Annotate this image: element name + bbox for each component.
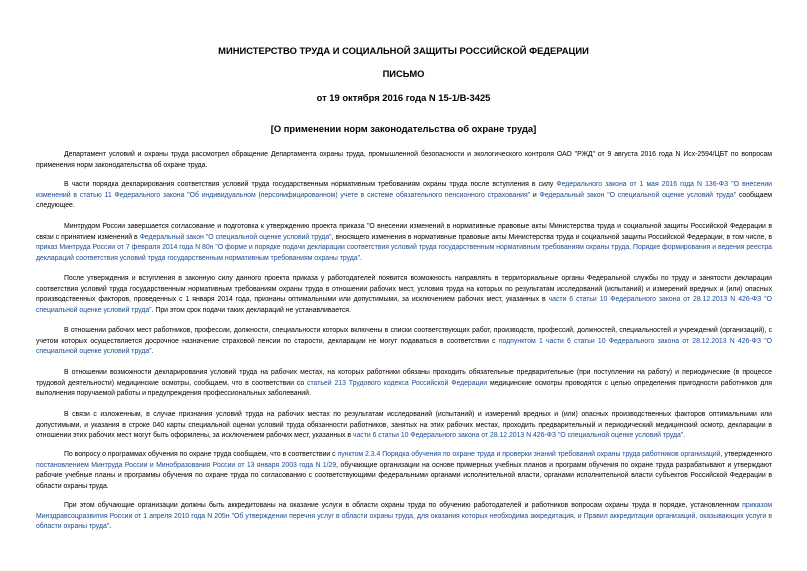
paragraph-text: . bbox=[151, 348, 154, 356]
law-426fz-part6-link[interactable]: части 6 статьи 10 Федерального закона от 28.12.2013 N 426-ФЗ "О специальной оценке условий труда" bbox=[352, 432, 684, 440]
paragraph-text: Минтрудом России завершается согласование и подготовка к утверждению проекта приказа "О внесении изменений в нормативные правовые акты Министерства труда и социальной защиты Российской Федерации в связи с принятием изменений в bbox=[36, 223, 772, 241]
document-subject: [О применении норм законодательства об охране труда] bbox=[270, 123, 537, 134]
paragraph-declaration-order bbox=[36, 180, 772, 212]
paragraph-after-approval bbox=[36, 274, 772, 316]
paragraph-text: . bbox=[683, 432, 686, 440]
labor-code-article-213-link[interactable]: статьей 213 Трудового кодекса Российской Федерации bbox=[307, 379, 488, 387]
document-date-number: от 19 октября 2016 года N 15-1/В-3425 bbox=[316, 92, 491, 103]
law-special-assessment-link[interactable]: Федеральный закон "О специальной оценке условий труда" bbox=[539, 191, 737, 199]
paragraph-text: сообщаем следующее. bbox=[36, 191, 772, 210]
paragraph-training-programs bbox=[36, 450, 772, 492]
paragraph-text: , вносящего изменения в нормативные правовые акты Министерства труда и социальной защиты Российской Федерации, в том числе, в bbox=[331, 233, 772, 241]
paragraph-text: , обучающие организации на основе примерных учебных планов и программ обучения по охране труда разрабатывают и утверждают рабочие учебные планы и программы обучения по охране труда по согласованию с соответствующими федеральными органами исполнительной власти, органами исполнительной власти субъектов Российской Федерации в области охраны труда. bbox=[36, 461, 772, 490]
paragraph-text: В части порядка декларирования соответствия условий труда государственным нормативным требованиям охраны труда после вступления в силу bbox=[64, 181, 557, 188]
paragraph-text: медицинские осмотры проводятся с целью определения пригодности работников для выполнения поручаемой работы и предупреждения профессиональных заболеваний. bbox=[36, 379, 772, 398]
paragraph-text: . bbox=[109, 523, 112, 531]
resolution-1-29-link[interactable]: постановлением Минтруда России и Минобразования России от 13 января 2003 года N 1/29 bbox=[36, 461, 337, 469]
paragraph-medical-exams bbox=[36, 368, 772, 400]
paragraph-early-pension bbox=[36, 326, 772, 358]
paragraph-draft-order bbox=[36, 222, 772, 264]
paragraph-text: При этом обучающие организации должны быть аккредитованы на оказание услуги в области охраны труда по обучению работодателей и работников вопросам охраны труда в порядке, установленном bbox=[64, 502, 743, 509]
paragraph-text: В отношении рабочих мест работников, профессии, должности, специальности которых включены в списки соответствующих работ, производств, профессий, должностей, специальностей и учреждений (организаций), с учетом которых осуществляется досрочное назначение страховой пенсии по старости, декларации не могут подаваться в соответствии с bbox=[36, 327, 772, 345]
law-136fz-link[interactable]: Федерального закона от 1 мая 2016 года N 136-ФЗ "О внесении изменений в статью 11 Федерального закона "Об индивидуальном (персонифицированном) учете в системе обязательного пенсионного страхования" bbox=[36, 181, 772, 199]
paragraph-conclusion bbox=[36, 410, 772, 442]
law-special-assessment-link[interactable]: Федеральный закон "О специальной оценке условий труда" bbox=[139, 233, 332, 241]
paragraph-text: и bbox=[530, 191, 540, 199]
document-type: ПИСЬМО bbox=[382, 68, 425, 79]
paragraph-text: После утверждения и вступления в законную силу данного проекта приказа у работодателей появится возможность направлять в территориальные органы Федеральной службы по труду и занятости декларации соответствия условий труда государственным нормативным требованиям охраны труда в отношении рабочих мест, условия труда на которых по результатам исследований (испытаний) и измерений вредных и (или) опасных производственных факторов, проведенных с 1 января 2014 года, признаны оптимальными или допустимыми, за исключением рабочих мест, указанных в bbox=[36, 275, 772, 304]
law-426fz-part6-link[interactable]: части 6 статьи 10 Федерального закона от 28.12.2013 N 426-ФЗ "О специальной оценке условий труда" bbox=[36, 296, 772, 314]
paragraph-text: По вопросу о программах обучения по охране труда сообщаем, что в соответствии с bbox=[64, 451, 338, 458]
law-426fz-subpart1-link[interactable]: подпунктом 1 части 6 статьи 10 Федерального закона от 28.12.2013 N 426-ФЗ "О специальной оценке условий труда" bbox=[36, 337, 772, 356]
paragraph-text: , утвержденного bbox=[720, 451, 773, 458]
order-205n-link[interactable]: приказом Минздравсоцразвития России от 1 апреля 2010 года N 205н "Об утверждении перечня услуг в области охраны труда, для оказания которых необходима аккредитация, и Правил аккредитации организаций, оказывающих услуги в области охраны труда" bbox=[36, 502, 772, 531]
paragraph-text: В отношении возможности декларирования условий труда на рабочих местах, на которых работники обязаны проходить обязательные предварительные (при поступлении на работу) и периодические (в процессе трудовой деятельности) медицинские осмотры, сообщаем, что в соответствии со bbox=[36, 369, 772, 387]
paragraph-text: . При этом срок подачи таких деклараций не устанавливается. bbox=[151, 306, 351, 314]
order-80n-link[interactable]: приказ Минтруда России от 7 февраля 2014 года N 80н "О форме и порядке подачи декларации соответствия условий труда государственным нормативным требованиям охраны труда, Порядке формирования и ведения реестра деклараций соответствия условий труда государственным нормативным требованиям охраны труда" bbox=[36, 244, 772, 262]
paragraph-intro bbox=[36, 150, 772, 171]
paragraph-text: В связи с изложенным, в случае признания условий труда на рабочих местах по результатам исследований (испытаний) и измерений вредных и (или) опасных производственных факторов оптимальными или допустимыми, и указания в строке 040 карты специальной оценки условий труда обязанности работников, занятых на этих рабочих местах, проходить предварительный и периодический медицинский осмотр, декларации в отношении этих рабочих мест могут быть оформлены, за исключением рабочих мест, указанных в bbox=[36, 411, 772, 440]
paragraph-accreditation bbox=[36, 501, 772, 533]
paragraph-text: . bbox=[360, 254, 362, 262]
paragraph-text: Департамент условий и охраны труда рассмотрел обращение Департамента охраны труда, промышленной безопасности и экологического контроля ОАО "РЖД" от 9 августа 2016 года N Исх-2594/ЦБТ по вопросам применения норм законодательства об охране труда. bbox=[36, 151, 772, 169]
ministry-title: МИНИСТЕРСТВО ТРУДА И СОЦИАЛЬНОЙ ЗАЩИТЫ РОССИЙСКОЙ ФЕДЕРАЦИИ bbox=[218, 45, 589, 56]
training-procedure-link[interactable]: пунктом 2.3.4 Порядка обучения по охране труда и проверки знаний требований охраны труда работников организаций bbox=[337, 451, 721, 458]
